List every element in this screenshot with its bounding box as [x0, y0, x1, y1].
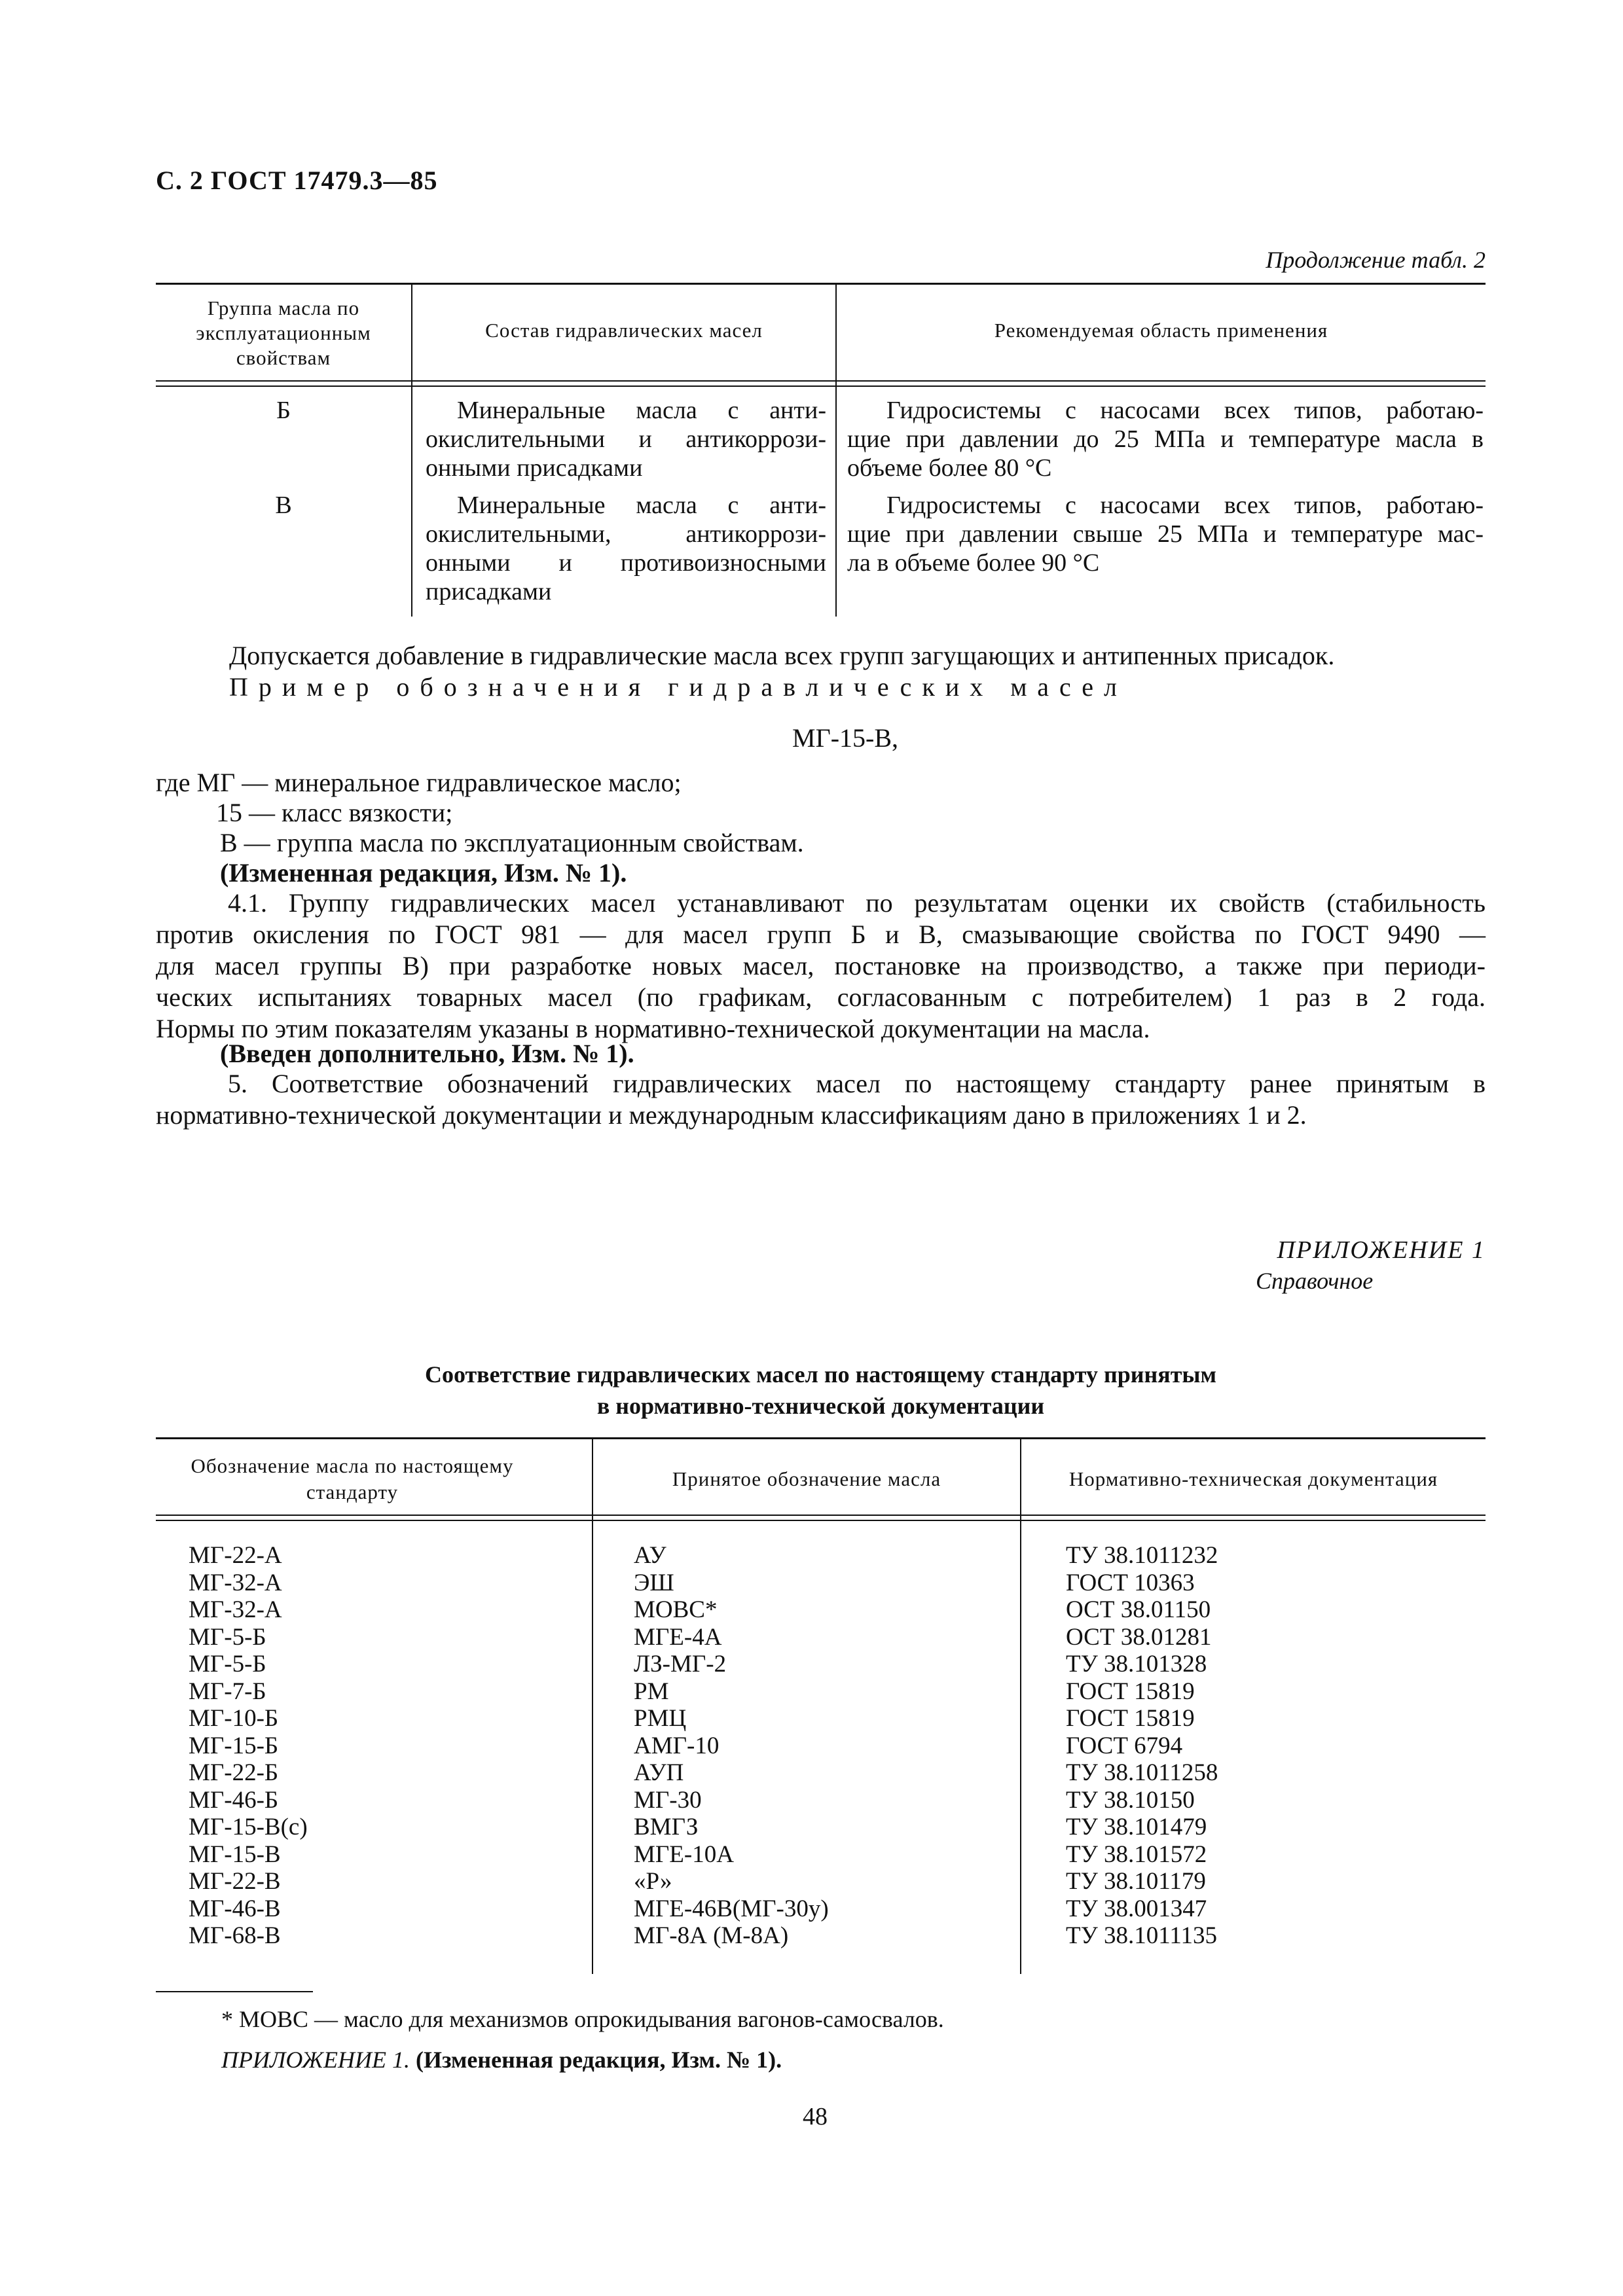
- table-cell-documentation: ТУ 38.101179: [1066, 1868, 1206, 1895]
- table-cell-group: В: [275, 492, 292, 519]
- table-continuation-label: Продолжение табл. 2: [1266, 247, 1486, 273]
- table-cell-standard: МГ-32-А: [189, 1596, 282, 1623]
- column-header-accepted: Принятое обозначение масла: [672, 1467, 941, 1490]
- table-cell-documentation: ТУ 38.101572: [1066, 1840, 1207, 1868]
- amendment-note: (Измененная редакция, Изм. № 1).: [220, 858, 627, 888]
- table-header-rule-1: [156, 1515, 1486, 1516]
- table-cell-documentation: ТУ 38.001347: [1066, 1895, 1207, 1922]
- table-cell-accepted: РМЦ: [634, 1705, 687, 1732]
- text-line: онными и противоизносными: [426, 549, 826, 577]
- additives-paragraph: Допускается добавление в гидравлические масла всех групп загущающих и антипенных присадок.: [229, 641, 1335, 670]
- text-line: объеме более 80 °С: [847, 454, 1052, 482]
- column-header-standard: Обозначение масла по настоящему стандарту: [191, 1454, 514, 1503]
- text-line: ла в объеме более 90 °С: [847, 549, 1100, 577]
- table-cell-standard: МГ-22-Б: [189, 1759, 279, 1786]
- column-header-group: Группа масла по эксплуатационным свойствам: [196, 296, 371, 369]
- table-cell-documentation: ГОСТ 15819: [1066, 1677, 1195, 1705]
- text-line: Нормы по этим показателям указаны в нормативно-технической документации на масла.: [156, 1014, 1150, 1043]
- column-header-composition: Состав гидравлических масел: [485, 319, 763, 342]
- legend-line: В — группа масла по эксплуатационным свойствам.: [220, 828, 804, 857]
- text-line: Гидросистемы с насосами всех типов, работаю-: [886, 397, 1484, 424]
- table-cell-documentation: ТУ 38.1011258: [1066, 1759, 1218, 1786]
- legend-line: 15 — класс вязкости;: [216, 798, 453, 827]
- table-cell-accepted: МОВС*: [634, 1596, 718, 1623]
- appendix-amendment: [221, 2046, 782, 2073]
- text-line: Гидросистемы с насосами всех типов, работаю-: [886, 492, 1484, 519]
- legend-line: где МГ — минеральное гидравлическое масло;: [156, 768, 682, 797]
- text-line: для масел группы В) при разработке новых масел, постановке на производство, а также при периоди-: [156, 951, 1486, 980]
- appendix-subtitle: Справочное: [1256, 1268, 1374, 1294]
- appendix-title: ПРИЛОЖЕНИЕ 1: [1277, 1236, 1486, 1264]
- text-line: онными присадками: [426, 454, 643, 482]
- appendix-amendment-note: (Измененная редакция, Изм. № 1).: [415, 2047, 782, 2073]
- page-header: С. 2 ГОСТ 17479.3—85: [156, 166, 438, 195]
- table-top-rule: [156, 1437, 1486, 1439]
- appendix-table: [156, 1437, 1486, 1974]
- table-cell-accepted: «Р»: [634, 1868, 672, 1895]
- table-2: [156, 283, 1486, 617]
- table-cell-application: [847, 396, 1484, 482]
- table-header-rule-1: [156, 380, 1486, 382]
- table-cell-standard: МГ-68-В: [189, 1922, 281, 1949]
- text-line: 5. Соответствие обозначений гидравлических масел по настоящему стандарту ранее принятым в: [228, 1069, 1486, 1098]
- table-header-rule-2: [156, 1520, 1486, 1521]
- table-cell-composition: [426, 396, 826, 482]
- table-cell-standard: МГ-32-А: [189, 1569, 282, 1596]
- example-heading: Пример обозначения гидравлических масел: [229, 672, 1128, 702]
- table-cell-documentation: ОСТ 38.01281: [1066, 1623, 1212, 1651]
- table-cell-documentation: ТУ 38.101479: [1066, 1814, 1207, 1840]
- table-cell-standard: МГ-22-В: [189, 1868, 281, 1895]
- table-cell-group: Б: [276, 397, 291, 424]
- table-cell-accepted: АУ: [634, 1542, 666, 1569]
- table-cell-standard: МГ-15-В(с): [189, 1814, 308, 1840]
- table-cell-standard: МГ-10-Б: [189, 1705, 279, 1732]
- table-cell-accepted: РМ: [634, 1677, 669, 1705]
- table-cell-accepted: АУП: [634, 1759, 684, 1786]
- amendment-note: (Введен дополнительно, Изм. № 1).: [220, 1039, 634, 1068]
- table-top-rule: [156, 283, 1486, 285]
- table-cell-standard: МГ-22-А: [189, 1542, 282, 1569]
- table-cell-standard: МГ-7-Б: [189, 1677, 266, 1705]
- paragraph-4-1: [156, 888, 1486, 1045]
- text-line: щие при давлении до 25 МПа и температуре масла в: [847, 425, 1484, 453]
- table-cell-accepted: МГЕ-10А: [634, 1840, 734, 1868]
- table-cell-standard: МГ-5-Б: [189, 1651, 266, 1677]
- text-line: Минеральные масла с анти-: [457, 397, 826, 424]
- table-header-rule-2: [156, 386, 1486, 387]
- example-code: МГ-15-В,: [792, 723, 899, 753]
- table-cell-accepted: МГ-30: [634, 1786, 702, 1814]
- table-cell-documentation: ТУ 38.1011232: [1066, 1542, 1218, 1569]
- text-line: против окисления по ГОСТ 981 — для масел групп Б и В, смазывающие свойства по ГОСТ 9490 —: [156, 920, 1486, 949]
- column-header-documentation: Нормативно-техническая документация: [1068, 1467, 1438, 1490]
- table-column-divider: [592, 1437, 593, 1974]
- table-cell-accepted: АМГ-10: [634, 1732, 720, 1759]
- table-cell-documentation: ТУ 38.1011135: [1066, 1922, 1218, 1949]
- table-cell-documentation: ГОСТ 15819: [1066, 1705, 1195, 1732]
- column-accepted-values: [634, 1542, 829, 1950]
- table-cell-accepted: ЭШ: [634, 1569, 674, 1596]
- text-line: 4.1. Группу гидравлических масел устанавливают по результатам оценки их свойств (стабильность: [228, 888, 1486, 918]
- table-cell-documentation: ТУ 38.10150: [1066, 1786, 1195, 1814]
- text-line: присадками: [426, 578, 552, 605]
- table-cell-standard: МГ-46-В: [189, 1895, 281, 1922]
- text-line: щие при давлении свыше 25 МПа и температуре мас-: [847, 520, 1484, 548]
- appendix-amendment-label: ПРИЛОЖЕНИЕ 1.: [221, 2047, 410, 2073]
- table-cell-standard: МГ-15-Б: [189, 1732, 279, 1759]
- column-documentation-values: [1066, 1542, 1218, 1950]
- table-cell-documentation: ГОСТ 10363: [1066, 1569, 1195, 1596]
- table-caption-line: Соответствие гидравлических масел по настоящему стандарту принятым: [424, 1361, 1217, 1388]
- paragraph-5: [156, 1068, 1486, 1131]
- table-cell-application: [847, 491, 1484, 577]
- table-cell-documentation: ГОСТ 6794: [1066, 1732, 1183, 1759]
- column-standard-values: [189, 1542, 308, 1950]
- column-header-application: Рекомендуемая область применения: [994, 319, 1328, 342]
- table-cell-accepted: МГЕ-46В(МГ-30у): [634, 1895, 829, 1922]
- text-line: Минеральные масла с анти-: [457, 492, 826, 519]
- table-cell-accepted: ЛЗ-МГ-2: [634, 1651, 727, 1677]
- page-number: 48: [803, 2103, 828, 2130]
- table-cell-accepted: МГЕ-4А: [634, 1623, 722, 1651]
- table-cell-standard: МГ-46-Б: [189, 1786, 279, 1814]
- table-cell-documentation: ОСТ 38.01150: [1066, 1596, 1211, 1623]
- table-cell-documentation: ТУ 38.101328: [1066, 1651, 1207, 1677]
- footnote-rule: [156, 1991, 313, 1992]
- table-cell-standard: МГ-15-В: [189, 1840, 281, 1868]
- footnote: * МОВС — масло для механизмов опрокидывания вагонов-самосвалов.: [221, 2006, 944, 2032]
- table-cell-accepted: МГ-8А (М-8А): [634, 1922, 789, 1949]
- text-line: ческих испытаниях товарных масел (по графикам, согласованным с потребителем) 1 раз в 2 года.: [156, 982, 1486, 1012]
- table-caption-line: в нормативно-технической документации: [596, 1393, 1045, 1419]
- table-cell-accepted: ВМГЗ: [634, 1814, 699, 1840]
- table-column-divider: [1020, 1437, 1021, 1974]
- table-cell-composition: [426, 491, 826, 606]
- text-line: окислительными, антикоррози-: [426, 520, 826, 548]
- text-line: окислительными и антикоррози-: [426, 425, 826, 453]
- table-cell-standard: МГ-5-Б: [189, 1623, 266, 1651]
- text-line: нормативно-технической документации и международным классификациям дано в приложениях 1 и 2.: [156, 1100, 1307, 1130]
